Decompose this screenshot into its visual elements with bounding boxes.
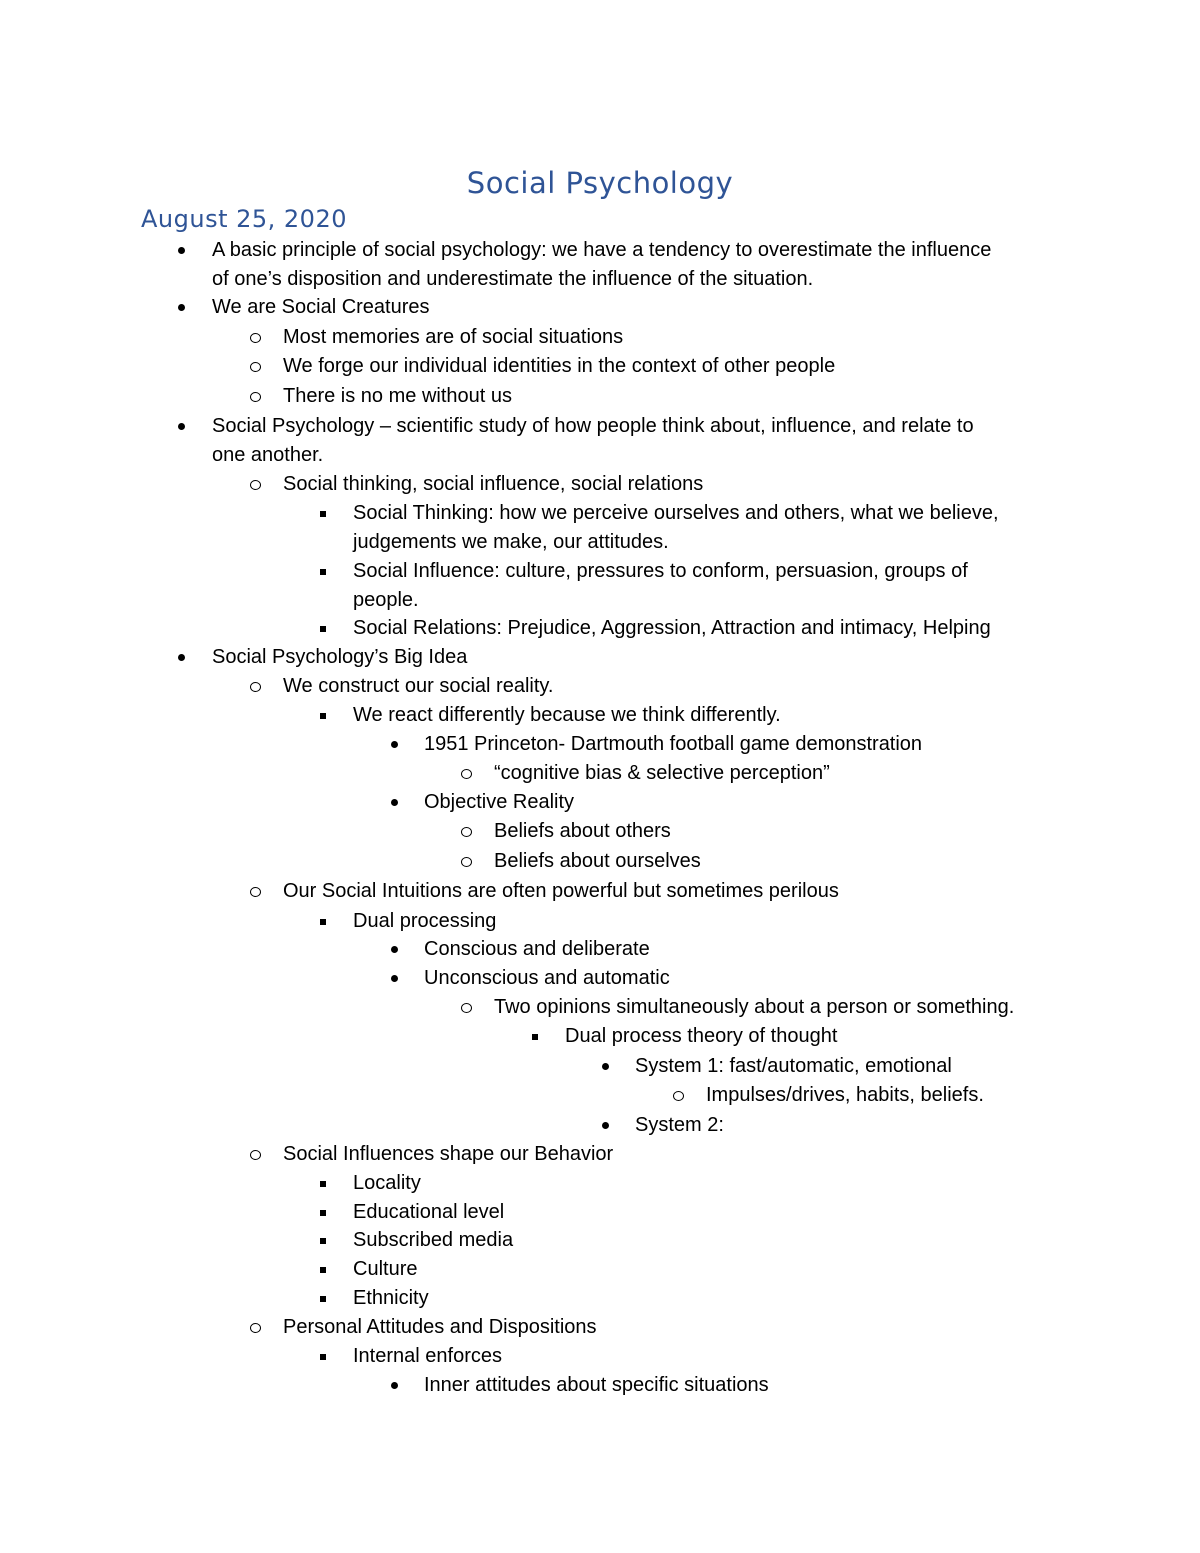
list-item-text: A basic principle of social psychology: we have a tendency to overestimate the influence xyxy=(212,239,992,261)
list-item-text: Impulses/drives, habits, beliefs. xyxy=(706,1084,984,1106)
circle-bullet-icon xyxy=(664,1081,692,1110)
list-item xyxy=(0,1198,1200,1227)
list-item xyxy=(0,323,1200,352)
list-item xyxy=(0,412,1200,441)
list-item xyxy=(0,352,1200,381)
list-item-text: System 2: xyxy=(635,1114,724,1136)
list-item-text: We construct our social reality. xyxy=(283,675,554,697)
bullet-icon xyxy=(167,412,195,441)
bullet-icon xyxy=(380,788,408,817)
list-item-text: Internal enforces xyxy=(353,1345,502,1367)
list-item xyxy=(0,1169,1200,1198)
circle-bullet-icon xyxy=(241,352,269,381)
list-item-text: Personal Attitudes and Dispositions xyxy=(283,1316,597,1338)
list-item-text: Ethnicity xyxy=(353,1287,429,1309)
list-item xyxy=(0,614,1200,643)
list-item xyxy=(0,1371,1200,1400)
list-item xyxy=(0,730,1200,759)
list-item xyxy=(0,557,1200,586)
list-item-text: judgements we make, our attitudes. xyxy=(353,531,669,553)
circle-bullet-icon xyxy=(241,470,269,499)
list-item-text: Two opinions simultaneously about a person or something. xyxy=(494,996,1015,1018)
square-bullet-icon xyxy=(309,499,337,528)
list-item xyxy=(0,993,1200,1022)
list-item-text: Dual processing xyxy=(353,910,497,932)
circle-bullet-icon xyxy=(452,759,480,788)
list-item xyxy=(0,1081,1200,1110)
list-item-text: Social Influence: culture, pressures to conform, persuasion, groups of xyxy=(353,560,968,582)
square-bullet-icon xyxy=(309,1226,337,1255)
circle-bullet-icon xyxy=(241,382,269,411)
bullet-icon xyxy=(167,643,195,672)
list-item xyxy=(0,935,1200,964)
bullet-icon xyxy=(380,964,408,993)
circle-bullet-icon xyxy=(241,1313,269,1342)
list-item xyxy=(0,1140,1200,1169)
square-bullet-icon xyxy=(309,614,337,643)
list-item-text: Most memories are of social situations xyxy=(283,326,624,348)
list-item xyxy=(0,470,1200,499)
list-item xyxy=(0,788,1200,817)
page-title: Social Psychology xyxy=(466,166,734,200)
list-item xyxy=(0,672,1200,701)
list-item-text: Locality xyxy=(353,1172,421,1194)
list-item-text: Social thinking, social influence, social relations xyxy=(283,473,704,495)
list-item xyxy=(0,1255,1200,1284)
list-item-text: 1951 Princeton- Dartmouth football game demonstration xyxy=(424,733,923,755)
square-bullet-icon xyxy=(309,701,337,730)
list-item xyxy=(0,1111,1200,1140)
list-item-text: one another. xyxy=(212,444,324,466)
list-item-text: Social Psychology – scientific study of how people think about, influence, and relate to xyxy=(212,415,974,437)
list-item-text: We are Social Creatures xyxy=(212,296,430,318)
list-item xyxy=(0,1226,1200,1255)
circle-bullet-icon xyxy=(241,323,269,352)
list-item xyxy=(0,499,1200,528)
bullet-icon xyxy=(591,1111,619,1140)
list-item-text: Social Influences shape our Behavior xyxy=(283,1143,614,1165)
list-item xyxy=(0,847,1200,876)
square-bullet-icon xyxy=(309,1255,337,1284)
square-bullet-icon xyxy=(309,1169,337,1198)
list-item xyxy=(0,643,1200,672)
circle-bullet-icon xyxy=(452,817,480,846)
list-item xyxy=(0,236,1200,265)
list-item-text: of one’s disposition and underestimate the influence of the situation. xyxy=(212,268,814,290)
list-item-text: Culture xyxy=(353,1258,418,1280)
circle-bullet-icon xyxy=(241,672,269,701)
list-item-continuation xyxy=(0,586,1200,615)
list-item-text: people. xyxy=(353,589,419,611)
list-item-text: Objective Reality xyxy=(424,791,575,813)
list-item xyxy=(0,817,1200,846)
list-item-text: Our Social Intuitions are often powerful but sometimes perilous xyxy=(283,880,839,902)
square-bullet-icon xyxy=(309,907,337,936)
circle-bullet-icon xyxy=(452,993,480,1022)
list-item-text: Beliefs about ourselves xyxy=(494,850,701,872)
square-bullet-icon xyxy=(309,1284,337,1313)
list-item-text: Social Psychology’s Big Idea xyxy=(212,646,468,668)
bullet-icon xyxy=(380,1371,408,1400)
list-item-continuation xyxy=(0,441,1200,470)
list-item-text: We react differently because we think differently. xyxy=(353,704,781,726)
list-item-text: System 1: fast/automatic, emotional xyxy=(635,1055,952,1077)
list-item-text: Dual process theory of thought xyxy=(565,1025,838,1047)
list-item xyxy=(0,701,1200,730)
list-item xyxy=(0,1022,1200,1051)
list-item-text: Conscious and deliberate xyxy=(424,938,650,960)
bullet-icon xyxy=(591,1052,619,1081)
bullet-icon xyxy=(167,293,195,322)
list-item xyxy=(0,877,1200,906)
list-item-text: Inner attitudes about specific situations xyxy=(424,1374,769,1396)
list-item xyxy=(0,1284,1200,1313)
list-item-text: Social Relations: Prejudice, Aggression, Attraction and intimacy, Helping xyxy=(353,617,991,639)
list-item-text: Educational level xyxy=(353,1201,505,1223)
list-item xyxy=(0,964,1200,993)
list-item xyxy=(0,1342,1200,1371)
list-item xyxy=(0,382,1200,411)
list-item xyxy=(0,1313,1200,1342)
list-item-continuation xyxy=(0,528,1200,557)
list-item-text: Beliefs about others xyxy=(494,820,671,842)
list-item xyxy=(0,907,1200,936)
date-heading: August 25, 2020 xyxy=(141,205,347,233)
list-item-text: Unconscious and automatic xyxy=(424,967,670,989)
square-bullet-icon xyxy=(521,1022,549,1051)
list-item-text: There is no me without us xyxy=(283,385,512,407)
list-item-continuation xyxy=(0,265,1200,294)
list-item xyxy=(0,759,1200,788)
list-item xyxy=(0,1052,1200,1081)
list-item-text: “cognitive bias & selective perception” xyxy=(494,762,830,784)
list-item xyxy=(0,293,1200,322)
square-bullet-icon xyxy=(309,557,337,586)
bullet-icon xyxy=(380,730,408,759)
circle-bullet-icon xyxy=(452,847,480,876)
list-item-text: Social Thinking: how we perceive ourselves and others, what we believe, xyxy=(353,502,999,524)
circle-bullet-icon xyxy=(241,877,269,906)
square-bullet-icon xyxy=(309,1342,337,1371)
list-item-text: We forge our individual identities in the context of other people xyxy=(283,355,836,377)
list-item-text: Subscribed media xyxy=(353,1229,514,1251)
bullet-icon xyxy=(380,935,408,964)
circle-bullet-icon xyxy=(241,1140,269,1169)
square-bullet-icon xyxy=(309,1198,337,1227)
bullet-icon xyxy=(167,236,195,265)
